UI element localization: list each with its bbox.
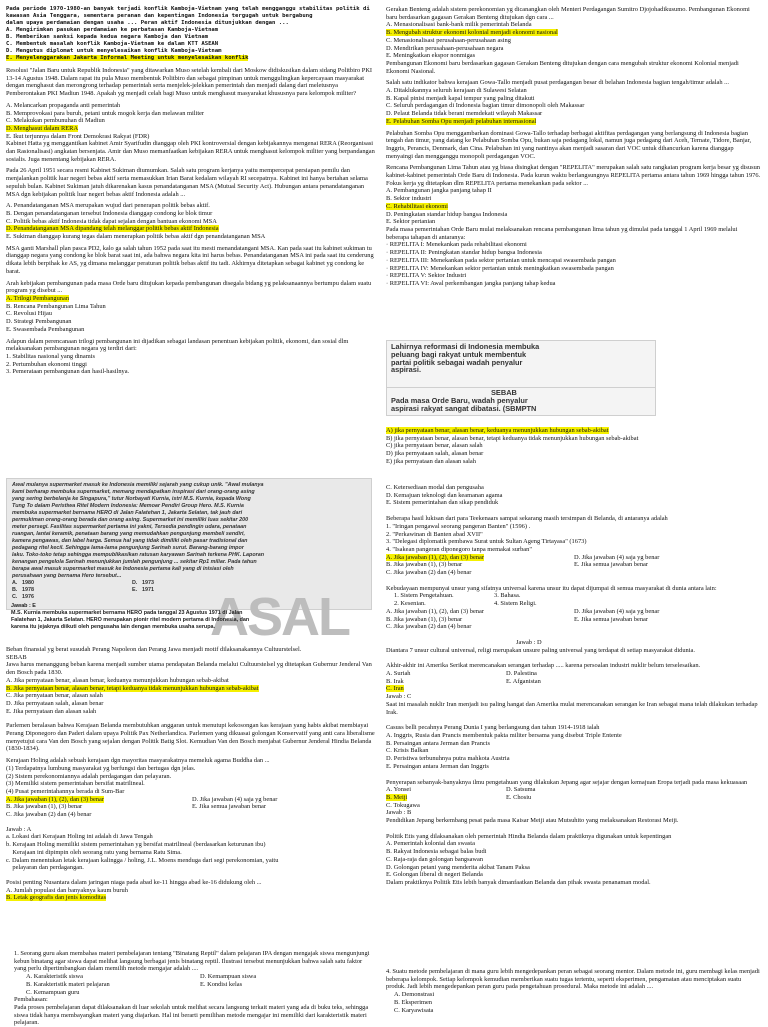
middle-left-column [6,646,378,902]
list-item: 4. "Isakean pangeran diponegoro tanpa memakai surban" [386,545,532,553]
option: B. Jika jawaban (1), (3) benar [386,561,463,569]
explanation: Pada masa pemerintahan Orde Baru mulai melaksanakan rencana pembangunan lima tahun yg dimulai pada tanggal 1 April 1969 melalui beberapa tahapan di antaranya: [386,225,738,241]
option: E. Sektor pertanian [386,218,436,226]
highlighted-answer: E. Menyelenggarakan Jakarta Informal Meeting untuk menyelesaikan konflik [6,55,249,61]
option: A. Pembangunan jangka panjang tahap II [386,187,492,195]
list-item: (4) Pusat pemerintahannya berada di Sum-Bar [6,787,125,795]
option: B. Irak [386,677,404,685]
option: B. Jika jawaban (1), (3) benar [6,803,83,811]
image-text: Pada masa Orde Baru, wadah penyalur [391,395,528,405]
option: D. Satsuma [506,786,536,794]
image-text: Lahirnya reformasi di Indonesia membuka [391,342,540,351]
explanation: Adapun dalam perencanaan trilogi pembangunan ini dijadikan sebagai landasan penentuan kebijakan politik, ekonomi, dan sosial dlm melaksanakan pembangunan negara yg terdiri dari: [6,337,349,353]
question-text: dalam upaya perdamaian dengan usaha ... Peran aktif Indonesia ditunjukkan dengan ... [6,20,289,26]
option: E. Sistem pemerintahan dan sikap pendiduk [386,499,499,507]
question-text: Rencana Pembangunan Lima Tahun atau yg biasa disingkat dengan "REPELITA" merupakan salah satu rangkaian program kerja besar yg disusun kabinet-kabinet pemerintah Orde Baru di Indonesia. Pada kurun waktu berlangsungnya REPELITA pertama antara tahun 1969 hingga tahun 1976. Fokus kerja yg ditetapkan dlm REPELITA pertama menekankan pada sektor ... [386,164,761,187]
highlighted-answer: D. Menghasut dalam RERA [6,124,79,132]
highlighted-answer: B. Jika pernyataan benar, alasan benar, tetapi keduanya tidak menunjukkan hubungan sebab-akibat [6,684,259,692]
explanation: Parlemen beralasan bahwa Kerajaan Belanda membutuhkan anggaran untuk menutupi kekosongan kas kerajaan yang habis akibat membiayai Perang Diponegoro dan Paderi dalam upaya Politik Pax Netherlandica. Parlemen yang dikuasai golongan Konservatif yang anti cara liberalisme menyetujui cara Van den Bosch yang sejalan dengan Politik Batig Slot. Kemudian Van den Bosch menjabat Gubernur Jenderal Hindia Belanda (1830-1834). [6,722,375,753]
explanation: Dalam praktiknya Politik Etis lebih banyak dimanfaatkan Belanda dan pihak swasta penanaman modal. [386,878,651,886]
option: D. Mengutus diplomat untuk menyelesaikan konflik Kamboja-Vietnam [6,48,222,54]
option: A. Pemerintah kolonial dan swasta [386,840,475,848]
question-text: Pada periode 1970-1980-an banyak terjadi konflik Kamboja-Vietnam yang telah mengganggu stabilitas politik di [6,6,370,12]
passage-line: Tung To dalam Peristiwa Ritel Modern Indonesia: Memoar Pendiri Group Hero. M.S. Kurnia [12,503,244,509]
bottom-right-column [386,968,762,1014]
option: E. Jika semua jawaban benar [192,803,266,811]
option: B) jika pernyataan benar, alasan benar, tetapi keduanya tidak menunjukkan hubungan sebab-akibat [386,434,639,442]
option: A. Penandatanganan MSA merupakan wujud dari penerapan politik bebas aktif. [6,202,210,210]
answer-key: Jawab : E [11,603,36,609]
list-item: 1. Sistem Pengetahuan. [394,592,454,600]
option: D. Jika jawaban (4) saja yg benar [574,607,660,615]
option: D. Jika pernyataan salah, alasan benar [6,699,104,707]
highlighted-answer: B. Letak geografis dan jenis komoditas [6,894,107,902]
explanation-line: pelayaran dan perdagangan. [6,864,84,872]
explanation: Kabinet Hatta yg menggantikan kabinet Amir Syarifudin dianggap oleh PKI kontroversial dengan kebijakannya mengenai RERA (Reorganisasi dan Rasionalisasi) angkatan bersenjata. Amir dan Muso memanfaatkan kebijakan RERA untuk menghasut kelompok militer yang berpandangan sosialis. Juga menentang kebijakan RERA. [6,140,375,163]
option: D. Peningkatan standar hidup bangsa Indonesia [386,210,508,218]
option: B. Jika jawaban (1), (3) benar [386,615,463,623]
image-text: peluang bagi rakyat untuk membentuk [391,349,527,359]
question-text: Penyerapan sebanyak-banyaknya ilmu pengetahuan yang dilakukan Jepang agar sejajar dengan kemajuan Eropa terjadi pada masa kekuasaan [386,778,748,786]
option: E. Chosiu [506,793,532,801]
top-left-column [6,6,378,376]
option-letter: A. [12,580,18,586]
explanation: Diantara 7 unsur cultural universal, religi merupakan unsure paling universal yang terdapat di setiap masyarakat didunia. [386,646,695,654]
option: C. Jika jawaban (2) dan (4) benar [386,569,472,577]
explanation-line: M.S. Kurnia membuka supermarket bernama HERO pada tanggal 23 Agustus 1971 di Jalan [11,610,243,616]
option: B. Memprovokasi para buruh, petani untuk mogok kerja dan melawan militer [6,109,205,117]
passage-line: kamera pengawas, dan label harga. Semua hal yang tidak dimiliki oleh pasar tradisional dan [12,538,248,544]
answer-key: Jawab : D [516,638,542,646]
passage-line: berapa awal masuk supermarket masuk ke Indonesia pertama kali yang di inisiasi oleh [12,566,234,572]
passage-line: meter persegi. Fasilitas supermarket pertama ini yakni, Tersedia pendingin udara, penataan [12,524,247,530]
option: E. Jika semua jawaban benar [574,561,648,569]
option: E. Jika pernyataan dan alasan salah [6,707,97,715]
question-text: Kebudayaan mempunyai unsur yang sifatnya universal karena unsur itu dapat dijumpai di semua masyarakat di dunia antara lain: [386,584,717,592]
question-text: Beberapa hasil lukisan dari para Teekenaars sampai sekarang masih tersimpan di Belanda, di antaranya adalah [386,515,668,523]
option: B. Sektor industri [386,195,432,203]
highlighted-answer: A. Jika jawaban (1), (2), dan (3) benar [6,795,104,803]
option: A. Ditaklukannya seluruh kerajaan di Sulawesi Selatan [386,87,527,95]
option: C. Seluruh perdagangan di Indonesia bagian timur dimonopoli oleh Makassar [386,102,585,110]
explanation: Pembangunan Ekonomi baru berdasarkan gagasan Gerakan Benteng ditujukan dengan cara mengubah struktur ekonomi Kolonial menjadi Ekonomi Nasional. [386,59,739,75]
option: C. Ketersediaan modal dan pengusaha [386,484,484,491]
list-item: · REPELITA V: Sektor Industri [386,272,467,280]
option-value: 1980 [22,580,34,586]
top-right-options [386,427,762,466]
bottom-left-column [14,950,374,1027]
option: D. Kemajuan teknologi dan keamanan agama [386,491,503,499]
explanation-line: c. Dalam menentukan letak kerajaan kalingga / holing, J.L. Moens menduga dari segi perekonomian, yaitu [6,856,279,864]
option: C. Membentuk masalah konflik Kamboja-Vietnam ke dalam KTT ASEAN [6,41,219,47]
option: A. Menasionalisasi bank-bank milik pemerintah Belanda [386,21,532,29]
option: B. Dengan penandatanganan tersebut Indonesia dianggap condong ke blok timur [6,209,213,217]
option: E) jika pernyataan dan alasan salah [386,457,476,465]
option-letter: D. [132,580,138,586]
question-text: Politik Etis yang dilaksanakan oleh pemerintah Hindia Belanda dalam praktiknya digunakan untuk kepentingan [386,832,672,840]
option: A. Jika jawaban (1), (2), dan (3) benar [386,607,484,615]
question-3-text: Pada 26 April 1951 secara resmi Kabinet Sukiman diumumkan. Salah satu program kerjanya yaitu mempercepat persiapan pemilu dan menjalankan politik luar negeri bebas aktif serta memasukkan Irian Barat kedalam wilayah RI secepatnya. Kabinet ini hanya bertahan selama sepuluh bulan. Kabinet Sukiman jatuh dikarenakan kasus penandatanganan MSA (Mutual Security Act). Hubungan antara penandatanganan MSA dgn kebijakan politik luar negeri bebas aktif Indonesia adalah ... [6,167,368,198]
option: A. Suriah [386,670,411,678]
pembahasan-label: Pembahasan: [14,996,48,1004]
question-text: kawasan Asia Tenggara, sementara peranan dan kepentingan Indonesia tergugah untuk bergabung [6,13,313,19]
list-item: 2. Pertumbuhan ekonomi tinggi [6,360,87,368]
explanation-line: karena itu jejaknya diikuti oleh pengusaha lain dengan membuka usaha serupa. [11,624,216,630]
option: D. Mendirikan perusahaan-perusahaan negara [386,44,504,52]
option: D. Jika jawaban (4) saja yg benar [574,553,660,561]
highlighted-answer: D. Penandatanganan MSA dipandang telah melanggar politik bebas aktif Indonesia [6,225,219,233]
highlighted-answer: B. Mengubah struktur ekonomi kolonial menjadi ekonomi nasional [386,29,558,37]
option: C. Tokugawa [386,801,420,809]
option: A. Melancarkan propaganda anti pemerintah [6,101,121,109]
passage-line: permukiman orang-orang berada dan orang asing. Supermarket ini memiliki luas sekitar 200 [12,517,249,523]
option: A. Karakteristik siswa [26,973,83,981]
option: C. Krisis Balkan [386,747,429,755]
question-text: 1. Seorang guru akan membahas materi pembelajaran tentang "Binatang Reptil" dalam pelajaran IPA dengan mengajak siswa mengunjungi kebun binatang agar siswa dapat melihat langsung berbagai jenis binatang reptil. Ilustrasi tersebut menunjukkan bahwa salah satu faktor yang perlu dipertimbangkan dalam memilih metode mengajar adalah .... [14,950,370,973]
option: B. Karakteristik materi pelajaran [26,980,110,988]
question-text: Casuss belli pecahnya Perang Dunia I yang berlangsung dan tahun 1914-1918 ialah [386,724,600,732]
option: A. Jika pernyataan benar, alasan benar, keduanya menunjukkan hubungan sebab-akibat [6,676,229,684]
option: D. Strategi Pembangunan [6,318,72,326]
list-item: (2) Sistem perekonomiannya adalah perdagangan dan pelayaran. [6,772,172,780]
option: D. Peristiwa terbunuhnya putra mahkota Austria [386,755,510,763]
list-item: 2. Kesenian. [394,600,426,608]
answer-key: Jawab : C [386,693,412,701]
question-text: Kerajaan Holing adalah sebuah kerajaan dgn mayoritas masyarakatnya memeluk agama Buddha dan ... [6,757,270,765]
highlighted-answer: A) jika pernyataan benar, alasan benar, keduanya menunjukkan hubungan sebab-akibat [386,427,609,434]
image-text: aspirasi rakyat sangat dibatasi. (SBMPTN [391,403,537,413]
passage-line: kenangan pengelola Sarinah menunjukkan jumlah pengunjung ... sekitar Rp1 miliar. Pada tahun [12,559,257,565]
watermark: ASAL [210,587,349,647]
option: C. Revolusi Hijau [6,310,52,318]
question-1 [6,6,378,62]
top-right-column [386,6,762,288]
sebab-label: SEBAB [6,653,27,661]
option: E. Afganistan [506,677,541,685]
explanation: Pendidikan Jepang berkembang pesat pada masa Kaisar Meiji atau Mutsuhito yang melaksanakan Restorasi Meiji. [386,817,679,825]
passage-line: kami berharap membuka supermarket, memang mendapatkan inspirasi dari orang-orang asing [12,489,255,495]
embedded-question-image [386,340,656,388]
option: C. Raja-raja dan golongan bangsawan [386,855,484,863]
highlighted-answer: C. Rehabilitasi ekonomi [386,202,448,210]
option: D. Palestina [506,670,537,678]
option: E. Ikut terjunnya dalam Front Demokrasi Rakyat (FDR) [6,132,150,140]
explanation: MSA ganti Marshall plan pasca PD2, kalo ga salah tahun 1952 pada saat itu mesti menandatangani MSA. Kan pada saat itu kabinet sukiman tu dianggap negara yang condong ke blok barat saat ini, ada bahwa negara kita ini harus bebas. Penandatanganan MSA ini pada saat itu cenderung dikata lebih berpihak ke AS, yg dimana melanggar peraturan politik bebas aktif itu tadi. Akhirnya ditetapkan sebagai kabinet yg condong ke barat. [6,244,374,275]
option: C. Menasionalisasi perusahaan-perusahaan asing [386,36,511,44]
list-item: · REPELITA IV: Menekankan sektor pertanian untuk meningkatkan swasembada pangan [386,264,614,272]
option-value: 1978 [22,587,34,593]
option: D. Jika jawaban (4) saja yg benar [192,795,278,803]
answer-key: Jawab : B [386,809,412,817]
option: C) jika pernyataan benar, alasan salah [386,442,483,450]
list-item: 3. "Delegasi diplomatik pembawa Surat untuk Sultan Ageng Tirtayasa" (1673) [386,538,587,546]
answer-key: Jawab : A [6,825,32,833]
middle-right-column [386,484,762,887]
question-text: Gerakan Benteng adalah sistem perekonomian yg dicanangkan oleh Menteri Perdagangan Sumitro Djojohadikusumo. Pembangunan Ekonomi baru berdasarkan gagasan Gerakan Benteng ditujukan dgn cara ... [386,6,750,21]
list-item: · REPELITA VI: Awal perkembangan jangka panjang tahap kedua [386,279,556,287]
list-item: · REPELITA II: Peningkatan standar hidup bangsa Indonesia [386,249,542,257]
explanation: Pada proses pembelajaran dapat dilaksanakan di luar sekolah untuk melihat secara langsung terkait materi yang ada di buku teks, sehingga siswa tidak hanya membayangkan materi yang diajarkan. Hal ini berarti pemilihan metode mengajar ini memiliki dari karakteristik materi pelajaran. [14,1003,369,1027]
explanation-line: a. Lokasi dari Kerajaan Holing ini adalah di Jawa Tengah [6,833,153,841]
highlighted-answer: C. Iran [386,685,404,693]
option: E. Meningkatkan ekspor nonmigas [386,52,476,60]
embedded-question-image-2 [386,388,656,416]
option: D. Kemampuan siswa [200,973,257,981]
passage-line: perusahaan yang bernama Hero tersebut... [12,573,122,579]
passage-line: laku. Toko-toko tetap sehingga mempublikasikan ratusan karyawan Sarinah terkena PHK. Laporan [12,552,265,558]
question-text: Salah satu indikator bahwa kerajaan Gowa-Tallo menjadi pusat perdagangan besar di belahan Indonesia bagian tengah/timur adalah ... [386,79,729,87]
option: B. Kapal pinisi menjadi kapal tempur yang paling ditakuti [386,94,535,102]
option: C. Kemampuan guru [26,988,80,996]
option: E. Swasembada Pembangunan [6,325,85,333]
passage-line: yang sering berbelanja ke Singapura," tutur Norbayati Kurnia, istri M.S. Kurnia, kepada Wong [12,496,251,502]
question-2-text: Resolusi "Jalan Baru untuk Republik Indonesia" yang ditawarkan Muso setelah kembali dari Moskow didiskusikan dalam sidang Politbiro PKI 13-14 Agustus 1948. Dalam rapat itu pula Muso membentuk Politbiro dan sebagai pimpinan untuk menggulingkan kepercayaan masyarakat dengan menghasut dan merongrong terhadap pemerintah serta menjelek-jelekkan pemerintah dan menjadi dalang dari meletusnya Pemberontakan PKI Madiun 1948. Apakah yg menjadi celah bagi Muso untuk menghasut masyarakat khususnya para kelompok militer? [6,67,373,98]
explanation-line: Kerajaan ini dipimpin oleh seorang ratu yang bernama Ratu Sima. [6,848,182,856]
option: D) jika pernyataan salah, alasan benar [386,450,484,458]
explanation: Saat ini masalah nuklir Iran menjadi isu paling hangat dan Amerika mulai merencanakan serangan ke Iran sebagai mana telah dilakukan terhadap Irak. [386,700,758,716]
highlighted-answer: B. Meiji [386,793,408,801]
list-item: · REPELITA I: Menekankan pada rehabilitasi ekonomi [386,241,527,249]
image-text: SEBAB [491,388,517,397]
option: B. Rencana Pembangunan Lima Tahun [6,302,106,310]
question-text: 4. Suatu metode pembelajaran di mana guru lebih mengedepankan peran sebagai seorang mentor. Dalam metode ini, guru membagi kelas menjadi beberapa kelompok. Setiap kelompok kemudian memberikan suatu tugas tertentu, seperti eksperimen, pengamatan atau menciptakan suatu produk. Jadi lebih mengedepankan peran guru pada pengetahuan prosedural. Maka metode ini adalah .... [386,968,760,991]
question-text: Beban finansial yg berat susudah Perang Napoleon dan Perang Jawa menjadi motif dilaksanakannya Cultuurstelsel. [6,646,302,653]
option: E. Sukiman dianggap kurang tegas dalam menerapkan politik bebas aktif dgn penandatanganan MSA [6,233,266,241]
list-item: 2. "Perkawinan di Banten abad XVII" [386,530,483,538]
option: A. Jumlah populasi dan banyaknya kaum buruh [6,886,128,894]
option-value: 1971 [142,587,154,593]
highlighted-answer: A. Trilogi Pembangunan [6,294,70,302]
option: B. Eksperimen [394,998,432,1006]
highlighted-answer: A. Jika jawaban (1), (2), dan (3) benar [386,553,484,561]
option: C. Jika jawaban (2) dan (4) benar [386,623,472,631]
option: B. Rakyat Indonesia sebagai balas budi [386,848,487,856]
option: C. Melakukan pembunuhan di Madiun [6,117,105,125]
option: B. Memberikan sanksi kepada kedua negara Kamboja dan Vietnam [6,34,209,40]
image-text: partai politik sebagai wadah penyalur [391,357,523,367]
option: D. Golongan petani yang menderita akibat Tanam Paksa [386,863,530,871]
option-value: 1976 [22,594,34,600]
option: A. Mengirimkan pasukan perdamaian ke perbatasan Kamboja-Vietnam [6,27,219,33]
list-item: 1. Stabilitas nasional yang dinamis [6,352,95,360]
option: A. Inggris, Rusia dan Prancis membentuk pakta militer bersama yang disebut Triple Entente [386,731,622,739]
list-item: (1) Terdapatnya lumbung masyarakat yg berfungsi dan bertugas dgn jelas. [6,764,196,772]
option: B. Persaingan antara Jerman dan Prancis [386,739,490,747]
option: C. Jika pernyataan benar, alasan salah [6,692,103,700]
highlighted-answer: E. Pelabuhan Somba Opu menjadi pelabuhan internasional [386,117,537,125]
list-item: 3. Bahasa. [494,592,521,600]
option-letter: E. [132,587,138,593]
option: C. Jika jawaban (2) dan (4) benar [6,811,92,819]
explanation-line: Falatehan 1, Jakarta Selatan. HERO merupakan pionir ritel modern pertama di Indonesia, dan [11,617,250,623]
option: E. Persaingan antara Jerman dan Inggris [386,762,489,770]
passage-line: pedagang ritel kecil. Sehingga lama-lama pengunjung Sarinah surut. Barang-barang impor [12,545,244,551]
option: A. Demonstrasi [394,991,435,999]
list-item: 4. Sistem Religi. [494,600,537,608]
option-letter: C. [12,594,18,600]
option: E. Jika semua jawaban benar [574,615,648,623]
list-item: · REPELITA III: Menekankan pada sektor pertanian untuk mencapai swasembada pangan [386,256,616,264]
passage-line: membuka supermarket bernama HERO di Jalan Falatehan 1, Jakarta Selatan, tak jauh dari [12,510,243,516]
question-text: Posisi penting Nusantara dalam jaringan niaga pada abad ke-11 hingga abad ke-16 didukung oleh ... [6,878,262,886]
list-item: (3) Memiliki sistem pemerintahan bersifat matrilineal. [6,780,145,788]
list-item: 1. "Iringan pengawal seorang pangeran Banten" (1596) . [386,522,531,530]
option: E. Kondisi kelas [200,980,243,988]
question-text: Akhir-akhir ini Amerika Serikat merencanakan serangan terhadap ..... karena persoalan industri nuklir belum terselesaikan. [386,662,701,670]
option: C. Politik bebas aktif Indonesia tidak dapat sejalan dengan bantuan ekonomi MSA [6,217,217,225]
question-text: Jawa harus menanggung beban karena menjadi sumber utama pendapatan Belanda melalui Cultuurstelsel yg ditetapkan Gubernur Jenderal Van den Bosch pada 1830. [6,661,372,677]
option: D. Pelaut Belanda tidak berani memdekati wilayah Makassar [386,110,543,118]
option: C. Karyawisata [394,1006,434,1014]
image-text: aspirasi. [391,365,421,375]
option: A. Yonsei [386,786,412,794]
list-item: 3. Pemerataan pembangunan dan hasil-hasilnya. [6,368,130,376]
explanation-line: b. Kerajaan Holing memiliki sistem pemerintahan yg bersifat matrilineal (berdasarkan keturunan ibu) [6,841,266,849]
option: E. Golongan liberal di negeri Belanda [386,871,483,879]
passage-line: Awal mulanya supermarket masuk ke Indonesia memiliki sejarah yang cukup unik. "Awal mulanya [12,482,264,488]
explanation: Pelabuhan Somba Opu menggambarkan dominasi Gowa-Tallo terhadap berbagai aktifitas perdagangan yang berlangsung di Indonesia bagian tengah dan timur, yang datang ke Pelabuhan Somba Opu, bukan saja pedagang lokal, namun juga pedagang dari Aceh, Ternate, Tidore, Banjar, Inggris, Perancis, Denmark, dan Cina. Pelabuhan ini yang nantinya akan menjadi sasaran dari VOC untuk dihancurkan karena dianggap menyaingi dan mengganggu monopoli perdagangan VOC. [386,129,752,160]
passage-line: ruangan, lantai keramik, penataan barang yang memudahkan pengunjung membeli sendiri, [12,531,246,537]
option-letter: B. [12,587,18,593]
option-value: 1973 [142,580,154,586]
question-4-text: Arah kebijakan pembangunan pada masa Orde baru ditujukan kepada pembangunan disegala bidang yg pelaksanaannya bertumpu dalam suatu program yg disebut ... [6,279,372,295]
scanned-answer [11,603,371,631]
